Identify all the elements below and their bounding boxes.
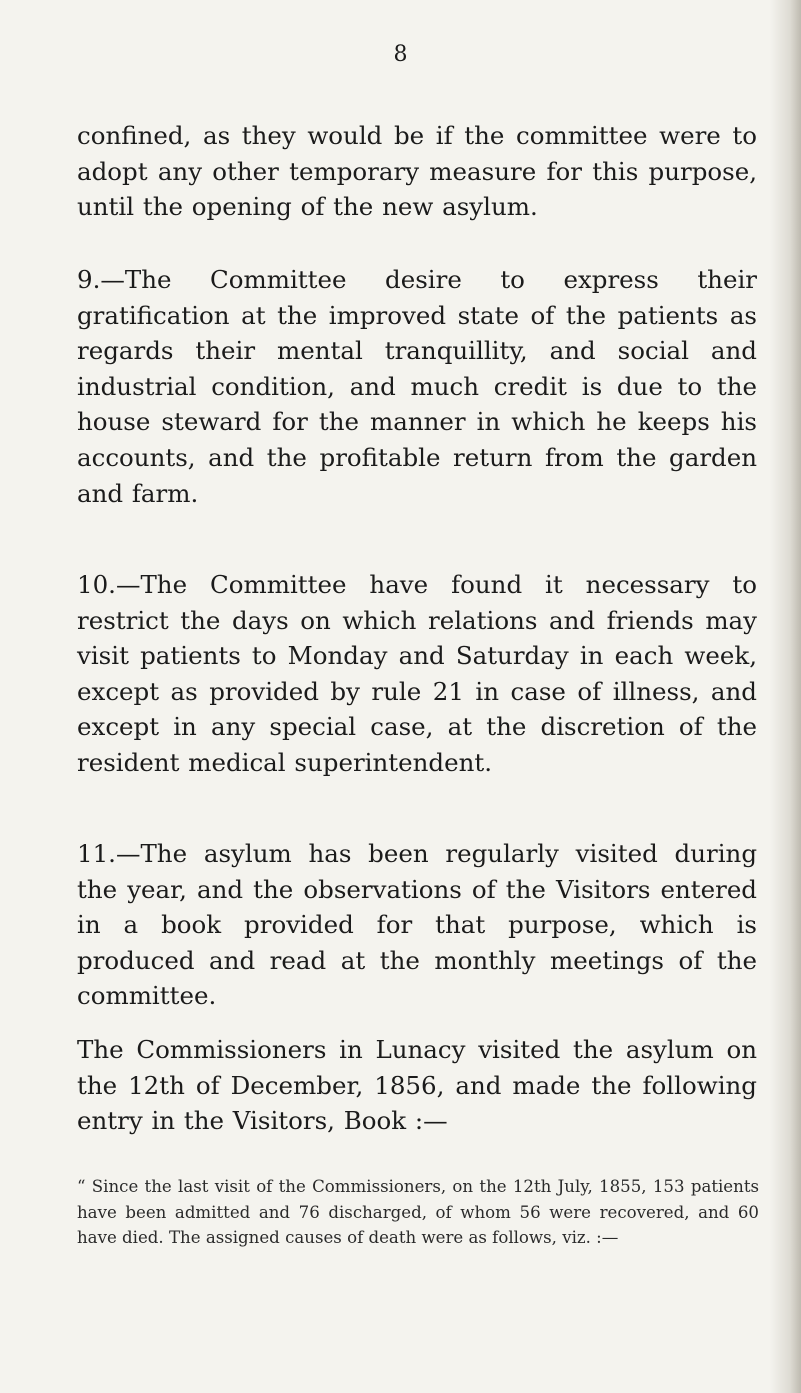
page-number: 8: [393, 42, 408, 67]
paragraph-11-asylum-visited: 11.—The asylum has been regularly visited during the year, and the observations of the Visitors entered in a book provided for that purpose, which is produced and read at the monthly meetings of the committee.: [77, 839, 757, 1011]
paragraph-commissioners-visit: The Commissioners in Lunacy visited the asylum on the 12th of December, 1856, and made the following entry in the Visitors, Book :—: [77, 1035, 757, 1136]
paragraph-confined: confined, as they would be if the committee were to adopt any other temporary measure for this purpose, until the opening of the new asylum.: [77, 121, 757, 222]
paragraph-10-visiting-days: 10.—The Committee have found it necessary to restrict the days on which relations and friends may visit patients to Monday and Saturday in each week, except as provided by rule 21 in case of illness, and except in any special case, at the discretion of the resident medical superintendent.: [77, 570, 757, 777]
paragraph-9-gratification: 9.—The Committee desire to express their gratification at the improved state of the patients as regards their mental tranquillity, and social and industrial condition, and much credit is due to the house steward for the manner in which he keeps his accounts, and the profitable return from the garden and farm.: [77, 265, 757, 508]
quoted-entry: “ Since the last visit of the Commissioners, on the 12th July, 1855, 153 patients have been admitted and 76 discharged, of whom 56 were recovered, and 60 have died. The assigned causes of death were as follows, viz. :—: [77, 1177, 759, 1247]
